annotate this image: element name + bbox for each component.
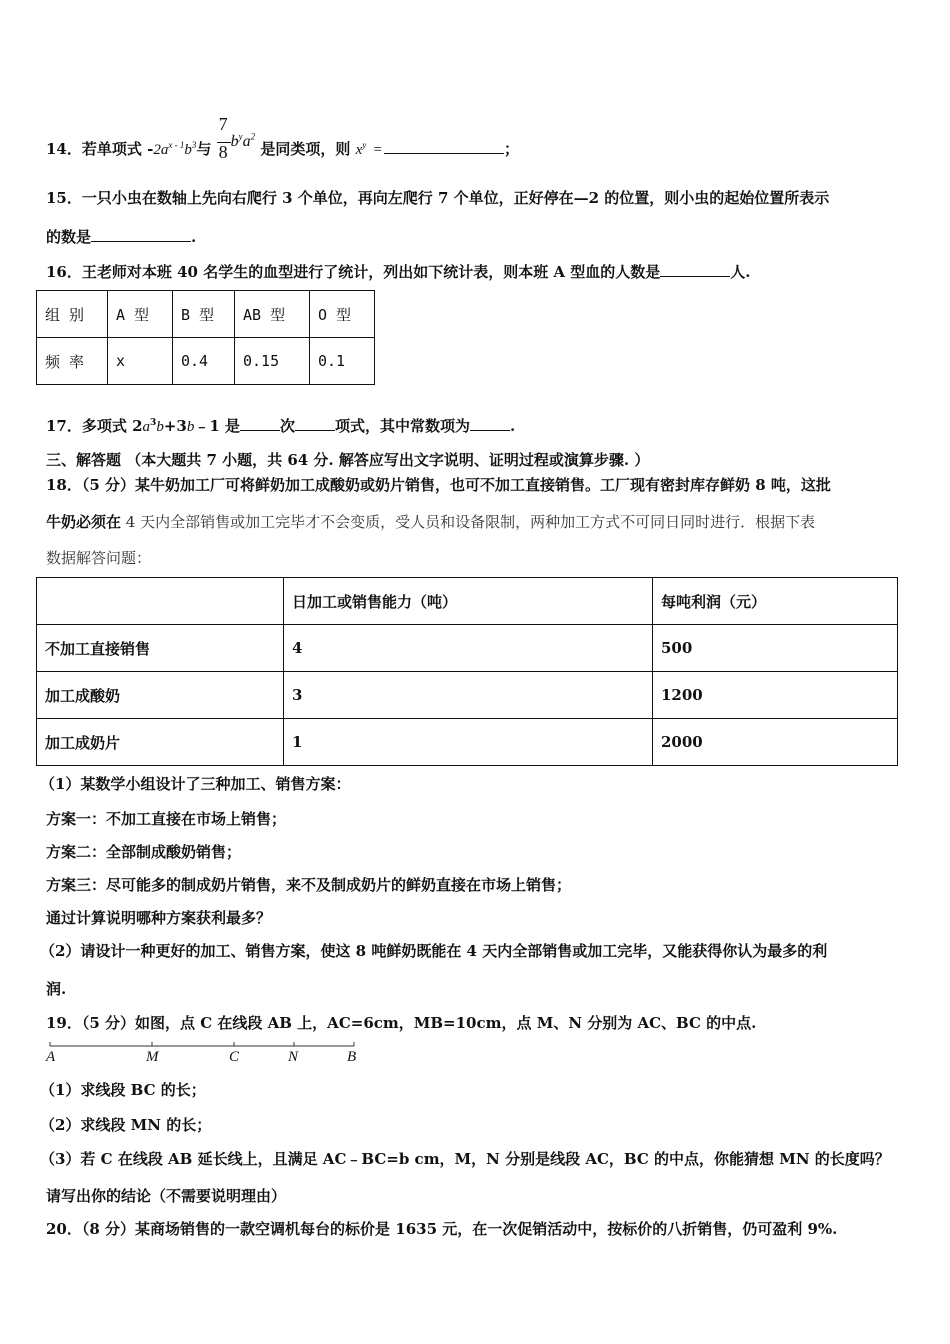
q14-term1-b: b xyxy=(184,142,192,158)
q17-text-a: 17．多项式 2 xyxy=(46,417,143,435)
q17-blank-terms[interactable] xyxy=(295,414,335,431)
table-cell: x xyxy=(108,338,173,385)
q17-blank-constant[interactable] xyxy=(470,414,510,431)
table-cell: 4 xyxy=(284,625,653,672)
fraction-numerator: 7 xyxy=(218,114,228,134)
q18-sub1: （1）某数学小组设计了三种加工、销售方案： xyxy=(40,775,351,793)
q14-term2-exp1: y xyxy=(238,131,243,142)
q14-term1-exp2: 3 xyxy=(191,140,197,150)
q17-exp: 3 xyxy=(150,418,157,428)
question-18-line1: 18．（5 分）某牛奶加工厂可将鲜奶加工成酸奶或奶片销售，也可不加工直接销售。工厂现有密封库存鲜奶 8 吨，这批 xyxy=(46,476,831,494)
milk-processing-table xyxy=(36,577,898,766)
table-cell: 500 xyxy=(653,625,898,672)
section-3-heading: 三、解答题 （本大题共 7 小题，共 64 分. 解答应写出文字说明、证明过程或演算步骤. ） xyxy=(46,451,650,469)
q14-end: ； xyxy=(503,140,519,158)
q17-var-a: a xyxy=(142,419,151,435)
table-cell: 3 xyxy=(284,672,653,719)
table-row xyxy=(37,719,898,766)
line-segment-diagram xyxy=(44,1040,364,1054)
table-cell: AB 型 xyxy=(235,291,310,338)
table-cell: 2000 xyxy=(653,719,898,766)
point-label-a: A xyxy=(46,1049,56,1065)
table-cell: 1 xyxy=(284,719,653,766)
q18-plan1: 方案一：不加工直接在市场上销售； xyxy=(46,810,287,828)
table-cell: 组 别 xyxy=(37,291,108,338)
question-18-line3: 数据解答问题： xyxy=(46,549,152,567)
q17-text-d: 次 xyxy=(280,417,296,435)
q17-text-c: ﹣1 是 xyxy=(194,417,240,435)
q15-text: 的数是 xyxy=(46,228,92,246)
q19-sub3: （3）若 C 在线段 AB 延长线上，且满足 AC﹣BC=b cm，M，N 分别是线段 AC，BC 的中点，你能猜想 MN 的长度吗？ xyxy=(40,1150,890,1168)
fraction-denominator: 8 xyxy=(218,142,228,162)
question-20: 20．（8 分）某商场销售的一款空调机每台的标价是 1635 元，在一次促销活动中，按标价的八折销售，仍可盈利 9%. xyxy=(46,1220,838,1238)
q17-end: . xyxy=(510,417,516,435)
point-label-b: B xyxy=(347,1049,357,1065)
q14-eq: = xyxy=(373,142,382,158)
blood-type-table xyxy=(36,290,375,385)
point-label-c: C xyxy=(229,1049,240,1065)
q18-line2-rest: 4 天内全部销售或加工完毕才不会变质，受人员和设备限制，两种加工方式不可同日同时进行．根据下表 xyxy=(121,513,816,531)
question-18-line2 xyxy=(46,511,815,532)
table-cell: A 型 xyxy=(108,291,173,338)
table-cell: O 型 xyxy=(310,291,375,338)
table-cell: 0.4 xyxy=(173,338,235,385)
q18-line2-bold: 牛奶必须在 xyxy=(46,513,122,531)
question-14 xyxy=(46,114,519,168)
q17-blank-degree[interactable] xyxy=(240,414,280,431)
q14-mid: 是同类项，则 xyxy=(260,140,351,158)
q17-var-b: b xyxy=(156,419,164,435)
q14-x: x xyxy=(355,142,363,158)
q14-x-exp: y xyxy=(362,140,367,150)
table-cell: 日加工或销售能力（吨） xyxy=(284,578,653,625)
q19-sub3-line2: 请写出你的结论（不需要说明理由） xyxy=(46,1187,287,1205)
q14-term1: 2a xyxy=(153,142,169,158)
q14-term2-b: b xyxy=(230,133,239,150)
table-cell: 0.1 xyxy=(310,338,375,385)
table-row xyxy=(37,625,898,672)
point-label-m: M xyxy=(146,1049,159,1065)
table-row xyxy=(37,578,898,625)
question-16 xyxy=(46,260,751,282)
q14-prefix: 14．若单项式 - xyxy=(46,140,154,158)
table-cell xyxy=(37,578,284,625)
q14-with: 与 xyxy=(196,140,212,158)
fraction-7-8 xyxy=(217,114,231,168)
q17-plus: +3 xyxy=(163,417,187,435)
table-cell: B 型 xyxy=(173,291,235,338)
q18-ask: 通过计算说明哪种方案获利最多？ xyxy=(46,909,272,927)
question-17 xyxy=(46,414,515,436)
question-19: 19．（5 分）如图，点 C 在线段 AB 上，AC=6cm，MB=10cm，点 M、N 分别为 AC、BC 的中点. xyxy=(46,1014,757,1032)
table-cell: 0.15 xyxy=(235,338,310,385)
q16-answer-blank[interactable] xyxy=(660,260,730,277)
table-cell: 每吨利润（元） xyxy=(653,578,898,625)
point-label-n: N xyxy=(288,1049,299,1065)
table-cell: 加工成奶片 xyxy=(37,719,284,766)
table-row xyxy=(37,291,375,338)
q15-answer-blank[interactable] xyxy=(91,225,191,242)
q16-end: 人. xyxy=(730,263,751,281)
table-row xyxy=(37,338,375,385)
q19-sub1: （1）求线段 BC 的长； xyxy=(40,1081,206,1099)
table-cell: 加工成酸奶 xyxy=(37,672,284,719)
table-cell: 1200 xyxy=(653,672,898,719)
question-15-line2 xyxy=(46,225,196,247)
table-cell: 频 率 xyxy=(37,338,108,385)
q18-sub2-line2: 润. xyxy=(46,980,67,998)
q18-plan3: 方案三：尽可能多的制成奶片销售，来不及制成奶片的鲜奶直接在市场上销售； xyxy=(46,876,572,894)
question-15-line1: 15．一只小虫在数轴上先向右爬行 3 个单位，再向左爬行 7 个单位，正好停在—2 的位置，则小虫的起始位置所表示 xyxy=(46,189,830,207)
q17-text-e: 项式，其中常数项为 xyxy=(335,417,471,435)
q17-var-b2: b xyxy=(186,419,195,435)
q16-text: 16．王老师对本班 40 名学生的血型进行了统计，列出如下统计表，则本班 A 型血的人数是 xyxy=(46,263,661,281)
table-row xyxy=(37,672,898,719)
q14-term2-exp2: 2 xyxy=(250,131,256,142)
q19-sub2: （2）求线段 MN 的长； xyxy=(40,1116,212,1134)
q14-term2-a: a xyxy=(242,133,251,150)
q18-plan2: 方案二：全部制成酸奶销售； xyxy=(46,843,242,861)
q15-end: . xyxy=(191,228,197,246)
q18-sub2-line1: （2）请设计一种更好的加工、销售方案，使这 8 吨鲜奶既能在 4 天内全部销售或加工完毕，又能获得你认为最多的利 xyxy=(40,942,828,960)
q14-answer-blank[interactable] xyxy=(384,137,504,154)
q14-term1-exp1: x - 1 xyxy=(168,140,185,150)
table-cell: 不加工直接销售 xyxy=(37,625,284,672)
